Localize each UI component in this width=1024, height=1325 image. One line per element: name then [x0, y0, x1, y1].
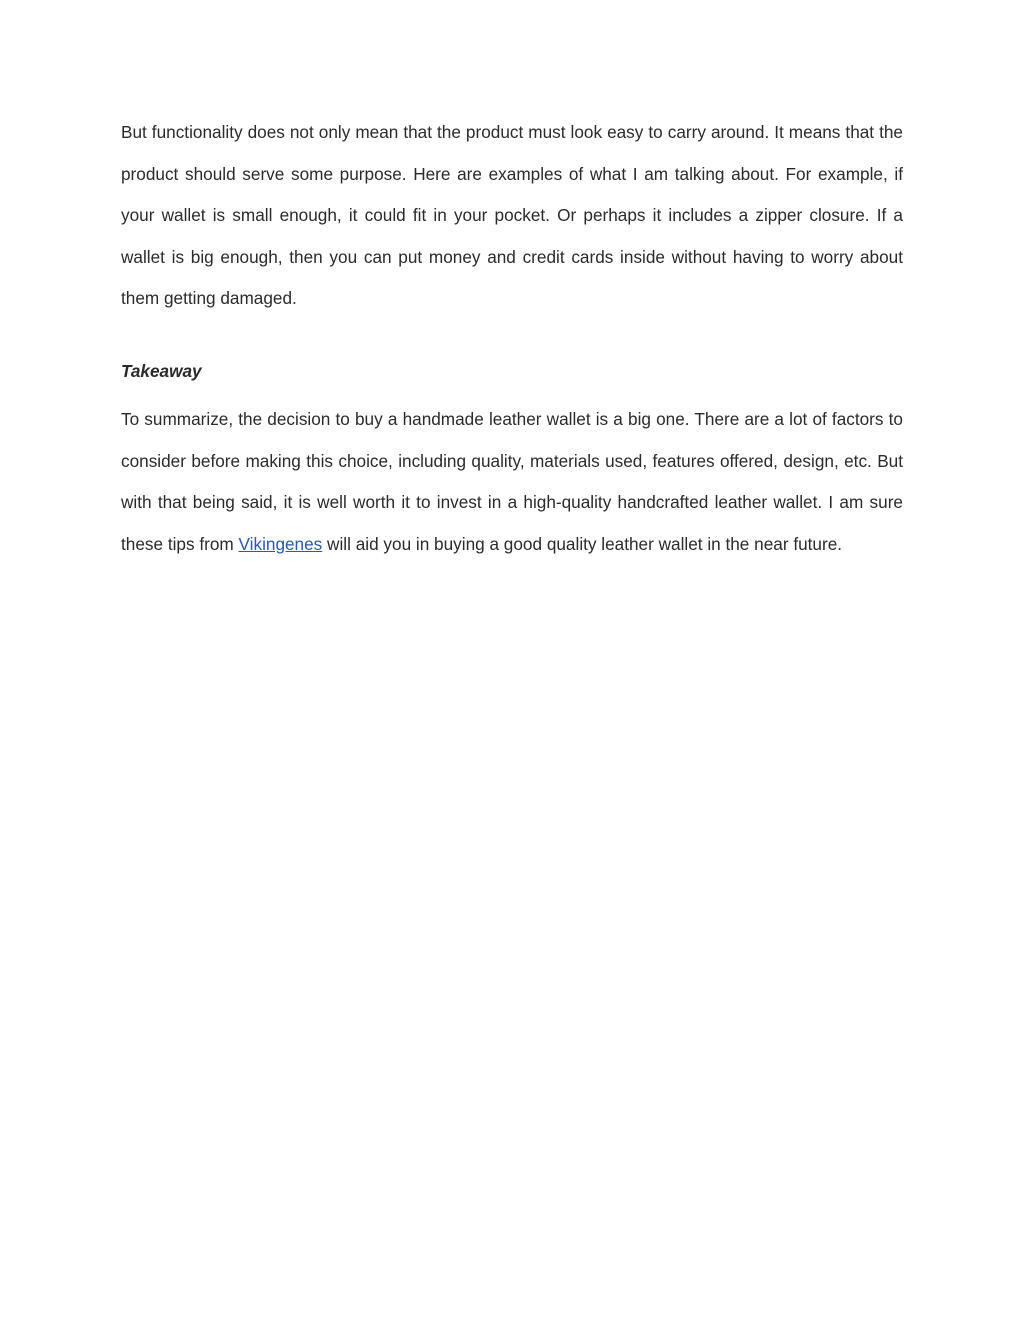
summary-text-after-link: will aid you in buying a good quality leather wallet in the near future.: [322, 533, 843, 554]
vikingenes-link[interactable]: Vikingenes: [238, 533, 323, 554]
document-body: [121, 112, 903, 565]
section-heading-takeaway: Takeaway: [121, 360, 202, 381]
paragraph-functionality: But functionality does not only mean that the product must look easy to carry around. It means that the product should serve some purpose. Here are examples of what I am talking about. For example, if your wallet is small enough, it could fit in your pocket. Or perhaps it includes a zipper closure. If a wallet is big enough, then you can put money and credit cards inside without having to worry about them getting damaged.: [121, 122, 903, 308]
summary-text-before-link: To summarize, the decision to buy a handmade leather wallet is a big one. There are a lot of factors to consider before making this choice, including quality, materials used, features offered, design, etc. But with that being said, it is well worth it to invest in a high-quality handcrafted leather wallet. I am sure these tips from: [121, 409, 903, 554]
paragraph-summary: [121, 399, 903, 565]
